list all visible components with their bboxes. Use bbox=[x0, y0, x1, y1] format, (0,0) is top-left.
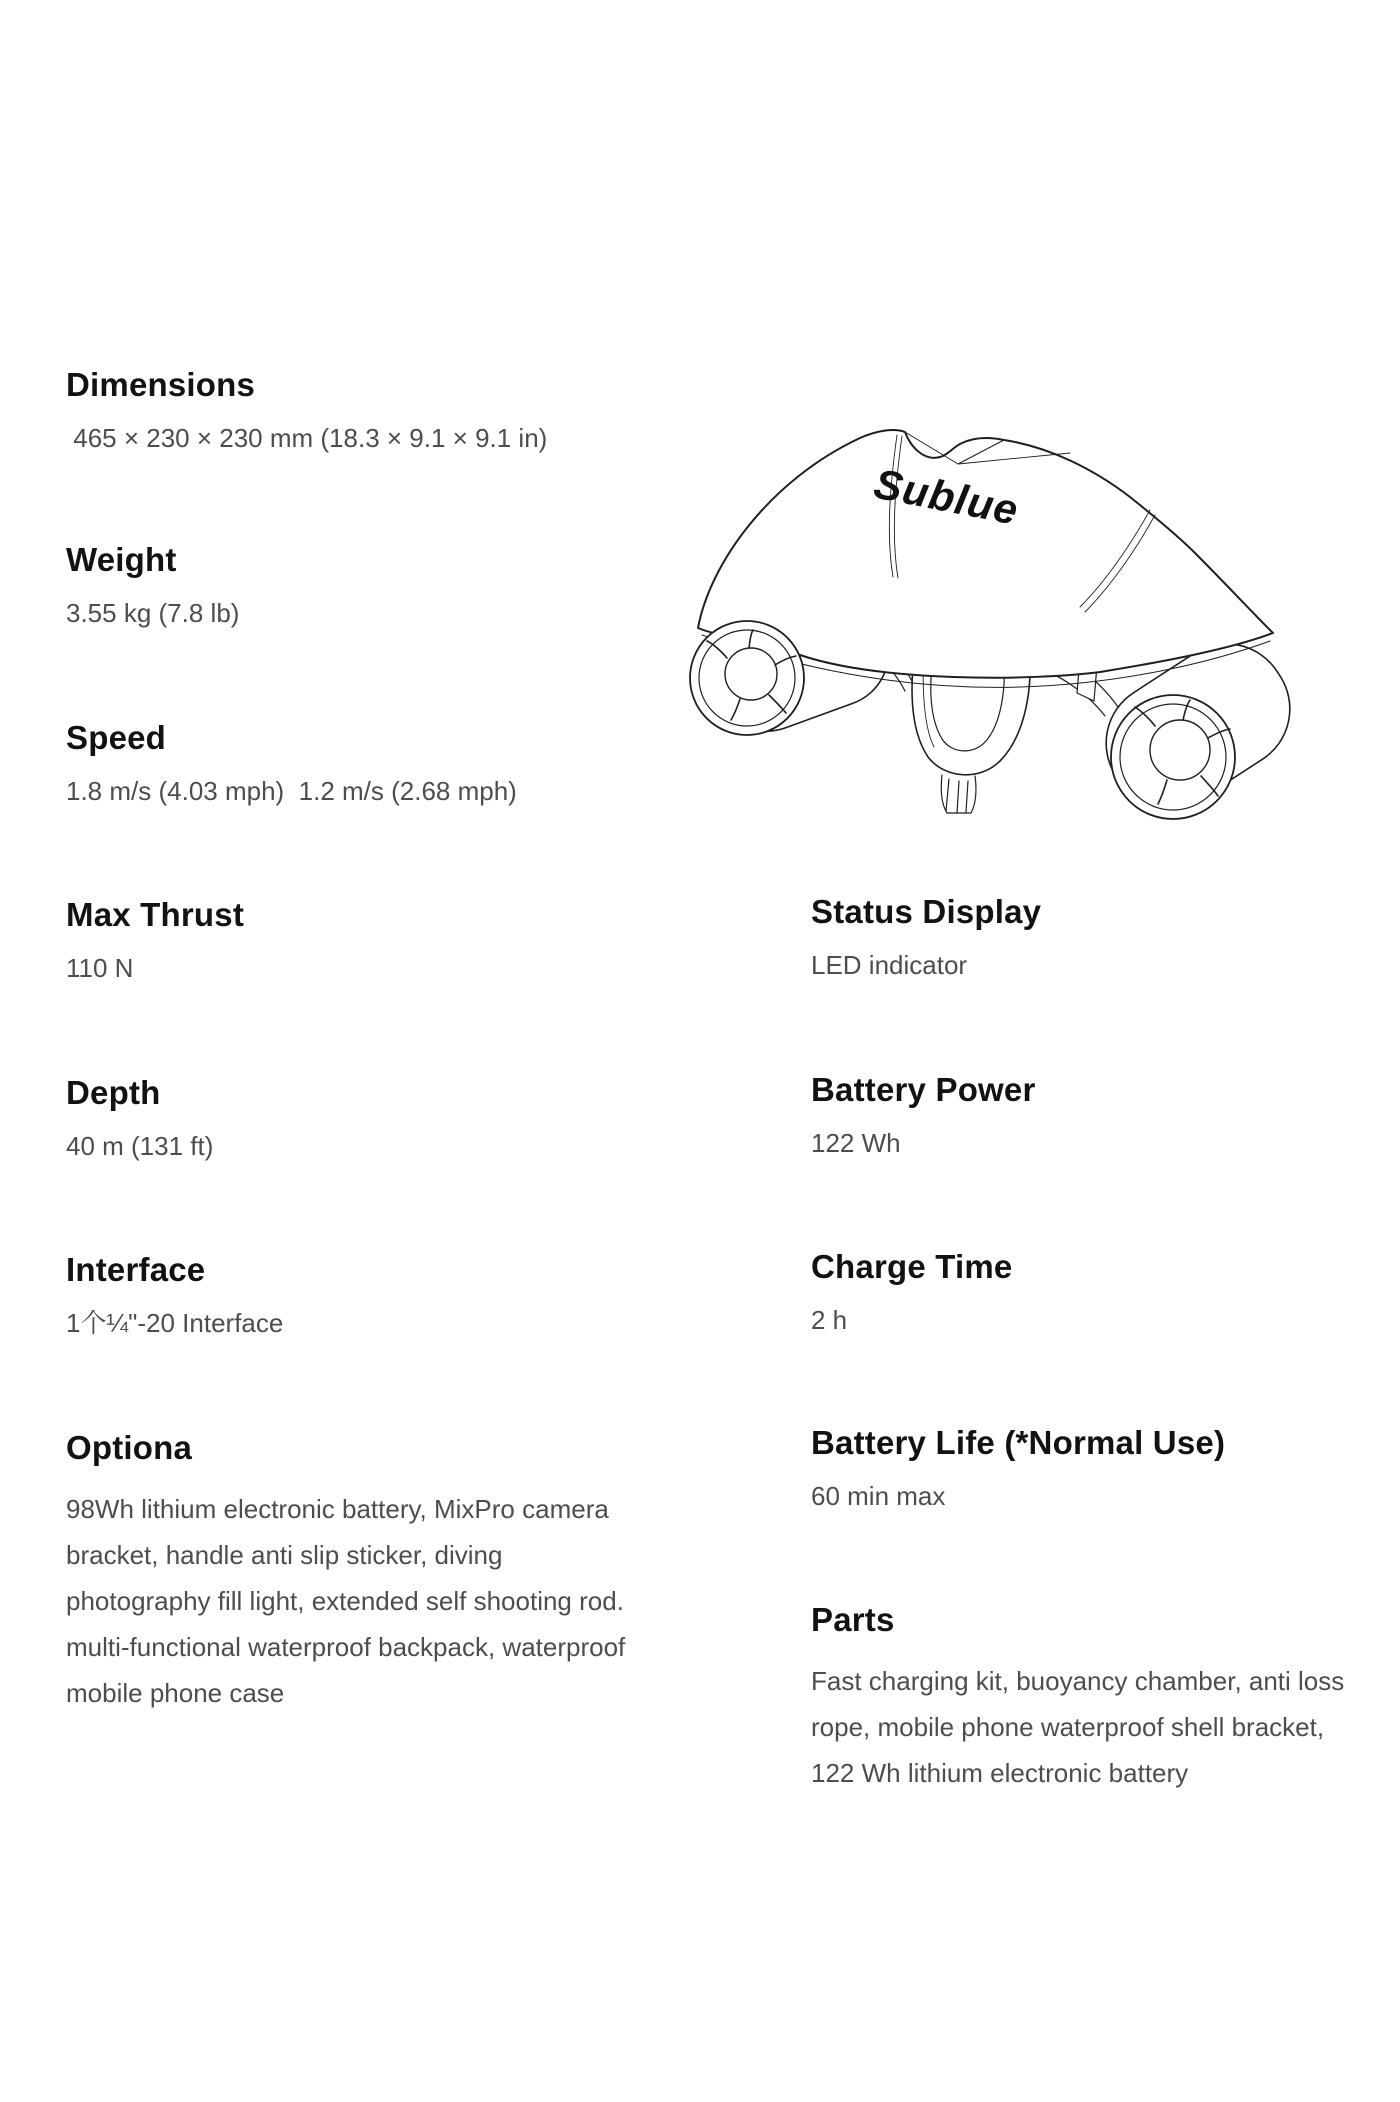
spec-section-speed bbox=[66, 718, 644, 808]
spec-section-battery-life bbox=[811, 1423, 1373, 1513]
spec-title-depth: Depth bbox=[66, 1074, 161, 1111]
spec-value-dimensions: 465 × 230 × 230 mm (18.3 × 9.1 × 9.1 in) bbox=[66, 423, 548, 453]
spec-section-max-thrust bbox=[66, 895, 644, 985]
spec-section-optional bbox=[66, 1428, 644, 1716]
spec-title-optional: Optiona bbox=[66, 1429, 193, 1466]
spec-value-status-display: LED indicator bbox=[811, 950, 968, 980]
spec-section-status-display bbox=[811, 892, 1373, 982]
spec-section-parts bbox=[811, 1600, 1373, 1796]
spec-section-dimensions bbox=[66, 365, 644, 455]
spec-value-charge-time: 2 h bbox=[811, 1305, 848, 1335]
spec-title-charge-time: Charge Time bbox=[811, 1248, 1013, 1285]
right-propeller bbox=[1111, 695, 1235, 819]
spec-title-speed: Speed bbox=[66, 719, 167, 756]
spec-value-parts: Fast charging kit, buoyancy chamber, anti loss rope, mobile phone waterproof shell bracket, 122 Wh lithium electronic battery bbox=[811, 1666, 1345, 1788]
spec-value-weight: 3.55 kg (7.8 lb) bbox=[66, 598, 240, 628]
spec-section-weight bbox=[66, 540, 644, 630]
spec-value-battery-power: 122 Wh bbox=[811, 1128, 901, 1158]
spec-title-battery-life: Battery Life (*Normal Use) bbox=[811, 1424, 1226, 1461]
camera-mount-prongs bbox=[941, 775, 976, 813]
spec-value-battery-life: 60 min max bbox=[811, 1481, 946, 1511]
spec-section-battery-power bbox=[811, 1070, 1373, 1160]
spec-section-charge-time bbox=[811, 1247, 1373, 1337]
spec-title-battery-power: Battery Power bbox=[811, 1071, 1036, 1108]
sublue-logo-text: Sublue bbox=[870, 459, 1023, 534]
spec-value-speed: 1.8 m/s (4.03 mph) 1.2 m/s (2.68 mph) bbox=[66, 776, 517, 806]
spec-title-parts: Parts bbox=[811, 1601, 895, 1638]
spec-title-interface: Interface bbox=[66, 1251, 206, 1288]
spec-section-interface bbox=[66, 1250, 644, 1340]
spec-value-interface: 1个¼"-20 Interface bbox=[66, 1308, 284, 1338]
product-illustration bbox=[650, 395, 1310, 835]
spec-title-status-display: Status Display bbox=[811, 893, 1042, 930]
spec-title-max-thrust: Max Thrust bbox=[66, 896, 245, 933]
spec-value-max-thrust: 110 N bbox=[66, 953, 134, 983]
spec-title-dimensions: Dimensions bbox=[66, 366, 256, 403]
left-propeller bbox=[690, 621, 804, 735]
spec-section-depth bbox=[66, 1073, 644, 1163]
spec-value-depth: 40 m (131 ft) bbox=[66, 1131, 214, 1161]
spec-title-weight: Weight bbox=[66, 541, 177, 578]
spec-value-optional: 98Wh lithium electronic battery, MixPro camera bracket, handle anti slip sticker, diving photography fill light, extended self shooting rod. multi-functional waterproof backpack, waterproof mobile phone case bbox=[66, 1494, 626, 1708]
